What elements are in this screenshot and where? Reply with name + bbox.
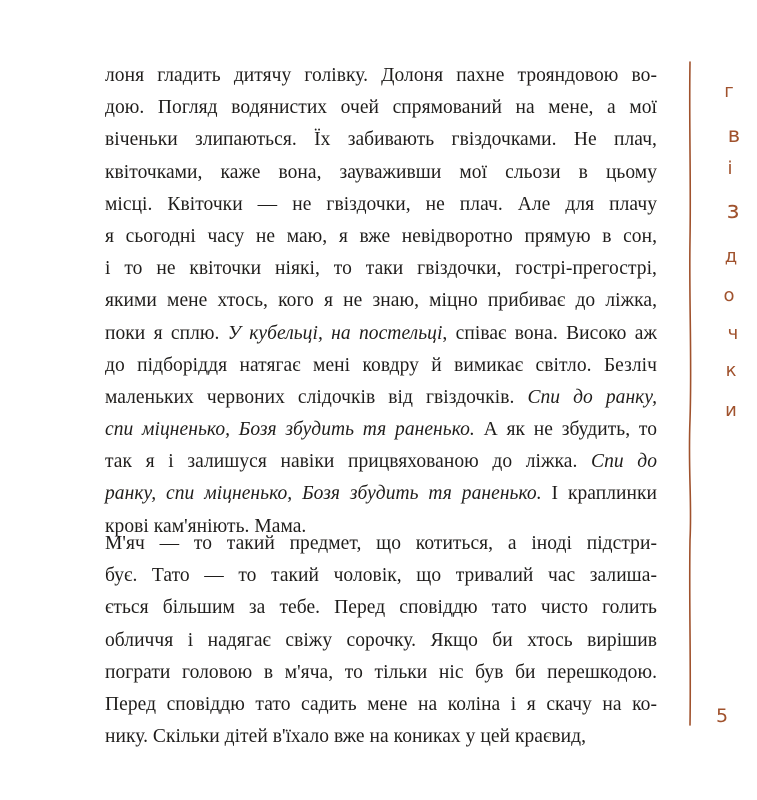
text-line (105, 318, 657, 350)
text-line (105, 592, 657, 624)
text-line (105, 253, 657, 285)
text-line (105, 60, 657, 92)
side-letter-4: з (726, 196, 740, 224)
text-run: обличчя і надягає свіжу сорочку. Якщо би хтось вирішив (105, 629, 657, 651)
text-run: Перед сповіддю тато садить мене на коліна і я скачу на ко- (105, 693, 657, 715)
text-run: поки я сплю. (105, 322, 228, 344)
text-run: А як не збудить, то (474, 419, 657, 441)
side-letter-1: г (724, 81, 734, 102)
text-line (105, 528, 657, 560)
text-line (105, 689, 657, 721)
text-line (105, 157, 657, 189)
text-run: І краплинки (541, 483, 657, 505)
text-line (105, 657, 657, 689)
paragraph-2 (105, 528, 657, 753)
text-run: я сьогодні часу не маю, я вже невідворотно прямую в сон, (105, 225, 657, 247)
text-run: маленьких червоних слідочків від гвіздочків. (105, 386, 528, 408)
paragraph-1 (105, 60, 657, 543)
text-line (105, 124, 657, 156)
text-run: якими мене хтось, кого я не знаю, міцно прибиває до ліжка, (105, 290, 657, 312)
side-letter-5: д (724, 246, 738, 267)
text-line (105, 189, 657, 221)
text-line (105, 382, 657, 414)
text-run: ється більшим за тебе. Перед сповіддю тато чисто голить (105, 597, 657, 619)
wavy-vertical-line (689, 62, 690, 725)
italic-text-run: ранку, спи міцненько, Бозя збудить тя раненько. (105, 483, 542, 505)
text-run: так я і залишуся навіки прицвяхованою до ліжка. (105, 451, 592, 473)
text-line (105, 414, 657, 446)
side-letter-9: и (725, 400, 737, 421)
page-number: 5 (715, 705, 729, 727)
italic-text-run: Спи до ранку, (527, 386, 657, 408)
text-run: квіточками, каже вона, зауваживши мої сльози в цьому (105, 161, 657, 183)
text-run: крові кам'яніють. Мама. (105, 515, 307, 537)
text-run: місці. Квіточки — не гвіздочки, не плач. Але для плачу (105, 193, 657, 215)
italic-text-run: Спи до (591, 451, 658, 473)
text-run: лоня гладить дитячу голівку. Долоня пахне трояндовою во- (105, 65, 657, 86)
text-line (105, 446, 657, 478)
text-run: і то не квіточки ніякі, то таки гвіздочки, гострі-прегострі, (105, 258, 657, 280)
text-line (105, 221, 657, 253)
text-line (105, 478, 657, 510)
italic-text-run: У кубельці, на постельці (227, 322, 443, 344)
text-run: , співає вона. Високо аж (442, 322, 658, 344)
side-letter-3: і (727, 158, 733, 179)
text-line (105, 92, 657, 124)
text-run: бує. Тато — то такий чоловік, що тривалий час залиша- (105, 565, 657, 587)
side-letter-8: к (725, 360, 737, 381)
text-line (105, 625, 657, 657)
text-line (105, 721, 657, 753)
text-run: М'яч — то такий предмет, що котиться, а іноді підстри- (105, 533, 657, 554)
text-line (105, 560, 657, 592)
text-run: дою. Погляд водянистих очей спрямований на мене, а мої (105, 97, 657, 119)
side-letter-2: в (727, 123, 741, 147)
italic-text-run: спи міцненько, Бозя збудить тя раненько. (105, 419, 475, 441)
text-run: нику. Скільки дітей в'їхало вже на кониках у цей краєвид, (105, 726, 587, 748)
side-letter-6: о (723, 285, 735, 306)
text-line (105, 285, 657, 317)
text-run: до підборіддя натягає мені ковдру й вимикає світло. Безліч (105, 354, 657, 376)
text-run: пограти головою в м'яча, то тільки ніс був би перешкодою. (105, 661, 657, 683)
text-line (105, 350, 657, 382)
side-letter-7: ч (727, 323, 739, 344)
text-run: віченьки злипаються. Їх забивають гвіздочками. Не плач, (105, 129, 657, 151)
